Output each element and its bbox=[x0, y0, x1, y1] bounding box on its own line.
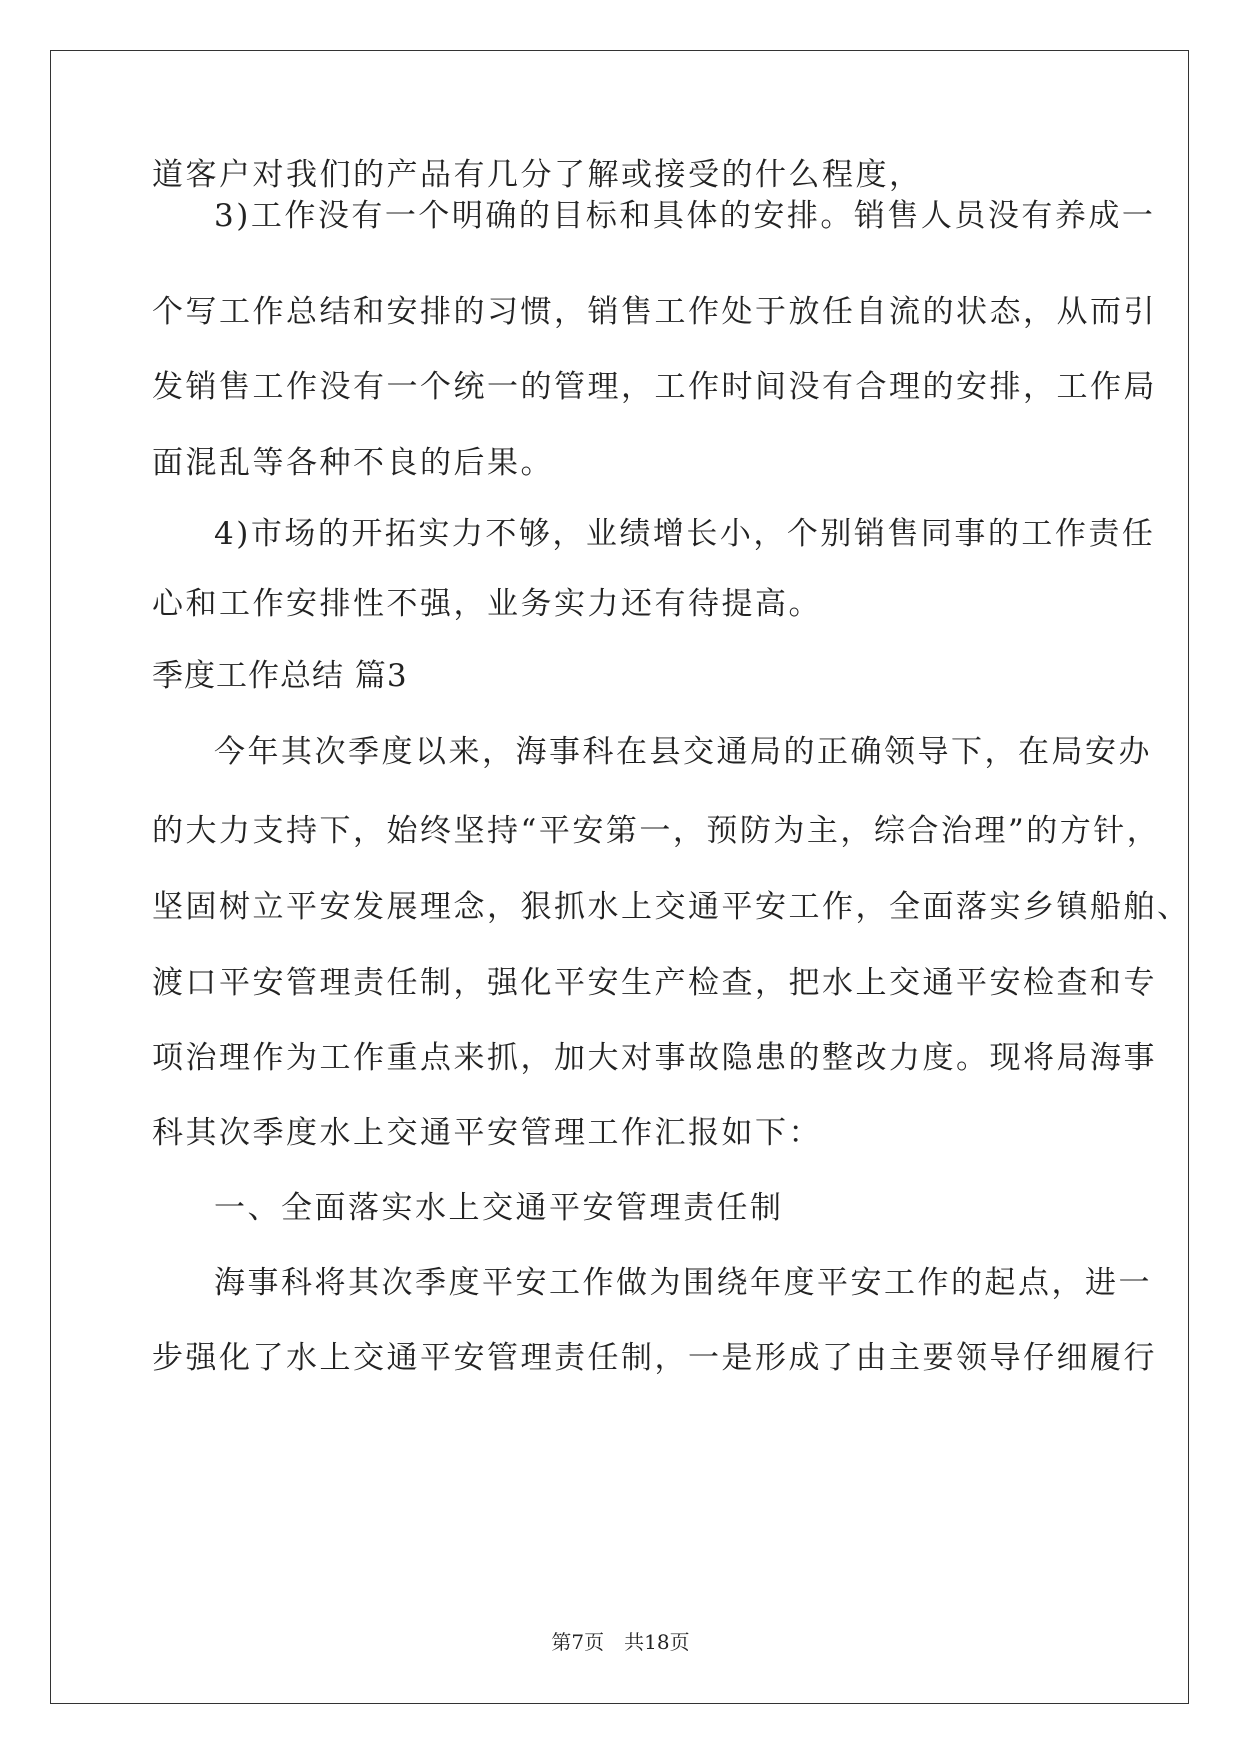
subheading: 一、全面落实水上交通平安管理责任制 bbox=[214, 1190, 784, 1226]
body-line: 面混乱等各种不良的后果。 bbox=[152, 445, 554, 481]
body-line: 今年其次季度以来，海事科在县交通局的正确领导下，在局安办 bbox=[214, 734, 1152, 770]
body-line: 坚固树立平安发展理念，狠抓水上交通平安工作，全面落实乡镇船舶、 bbox=[152, 889, 1191, 925]
body-line: 海事科将其次季度平安工作做为围绕年度平安工作的起点，进一 bbox=[214, 1265, 1152, 1301]
page-number: 第7页 共18页 bbox=[551, 1630, 690, 1654]
section-heading: 季度工作总结 篇3 bbox=[152, 658, 408, 694]
body-line: 心和工作安排性不强，业务实力还有待提高。 bbox=[152, 586, 822, 622]
body-line: 步强化了水上交通平安管理责任制，一是形成了由主要领导仔细履行 bbox=[152, 1340, 1157, 1376]
body-line: 3)工作没有一个明确的目标和具体的安排。销售人员没有养成一 bbox=[214, 198, 1156, 234]
body-line: 科其次季度水上交通平安管理工作汇报如下： bbox=[152, 1115, 822, 1151]
body-line: 渡口平安管理责任制，强化平安生产检查，把水上交通平安检查和专 bbox=[152, 965, 1157, 1001]
body-line: 个写工作总结和安排的习惯，销售工作处于放任自流的状态，从而引 bbox=[152, 294, 1157, 330]
body-line: 4)市场的开拓实力不够，业绩增长小，个别销售同事的工作责任 bbox=[214, 516, 1156, 552]
body-line: 发销售工作没有一个统一的管理，工作时间没有合理的安排，工作局 bbox=[152, 369, 1157, 405]
body-line: 项治理作为工作重点来抓，加大对事故隐患的整改力度。现将局海事 bbox=[152, 1040, 1157, 1076]
body-line: 的大力支持下，始终坚持“平安第一，预防为主，综合治理”的方针， bbox=[152, 813, 1161, 849]
body-line: 道客户对我们的产品有几分了解或接受的什么程度， bbox=[152, 157, 923, 193]
